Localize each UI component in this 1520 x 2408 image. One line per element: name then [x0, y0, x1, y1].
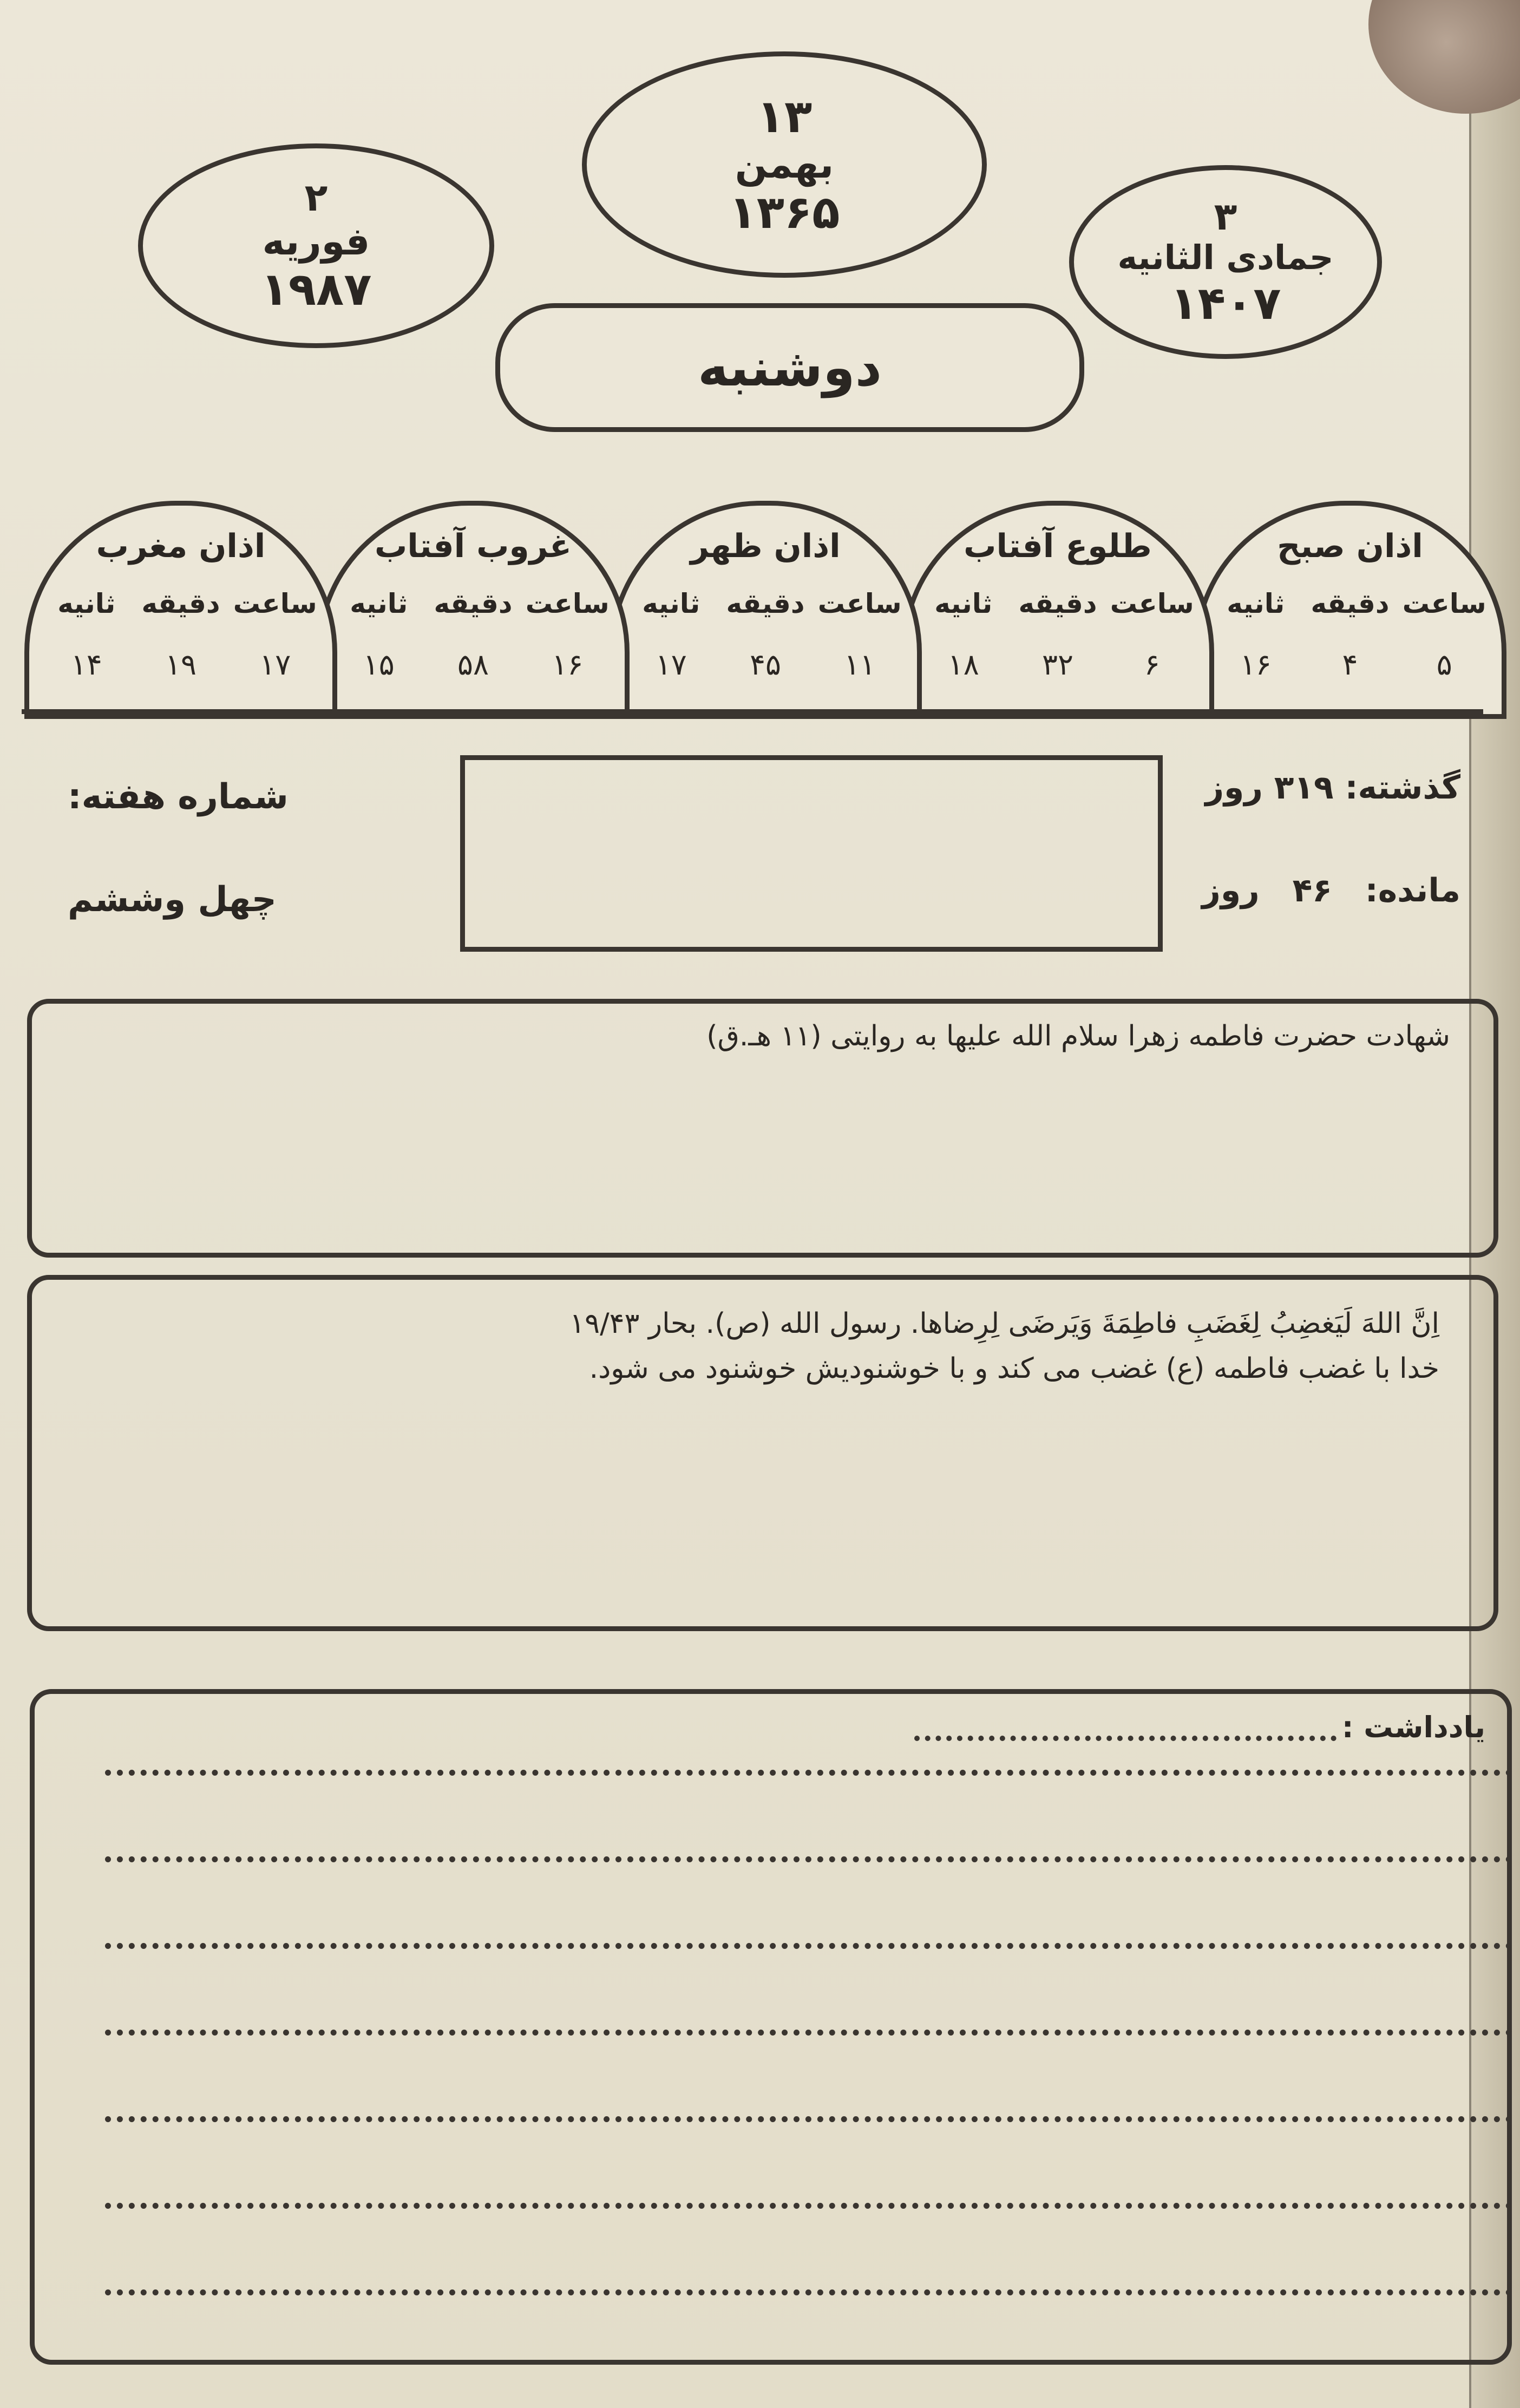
note-line[interactable]	[105, 2203, 1512, 2209]
lunar-month: جمادی الثانیه	[1117, 238, 1334, 278]
days-passed	[1205, 769, 1460, 807]
note-line[interactable]	[105, 1943, 1512, 1949]
event-text: شهادت حضرت فاطمه زهرا سلام الله علیها به روایتی (۱۱ هـ.ق)	[706, 1020, 1450, 1052]
prayer-headers	[917, 588, 1198, 619]
prayer-title: طلوع آفتاب	[964, 527, 1152, 565]
value-second: ۱۷	[655, 647, 687, 682]
lunar-date-oval	[1069, 165, 1382, 359]
prayer-title: اذان مغرب	[96, 527, 266, 565]
value-hour: ۱۷	[259, 647, 291, 682]
header-hour: ساعت	[1110, 588, 1194, 619]
value-hour: ۱۱	[844, 647, 876, 682]
gregorian-year: ۱۹۸۷	[260, 263, 372, 316]
prayer-box-fajr	[1194, 501, 1506, 719]
header-hour: ساعت	[1402, 588, 1486, 619]
prayer-title: اذان صبح	[1277, 527, 1423, 565]
lunar-year: ۱۴۰۷	[1170, 276, 1281, 330]
weekday-label: دوشنبه	[698, 337, 882, 398]
value-minute: ۵۸	[457, 647, 489, 682]
prayer-box-maghrib	[24, 501, 337, 719]
header-minute: دقیقه	[1311, 588, 1390, 619]
notes-label: یادداشت :	[1341, 1710, 1485, 1744]
prayer-box-sunset	[317, 501, 630, 719]
value-hour: ۶	[1144, 647, 1160, 682]
prayer-box-sunrise	[901, 501, 1214, 719]
solar-month: بهمن	[735, 142, 834, 187]
header-second: ثانیه	[642, 588, 700, 619]
value-minute: ۴۵	[749, 647, 781, 682]
header-second: ثانیه	[350, 588, 408, 619]
prayer-values	[40, 647, 322, 682]
days-remaining-unit: روز	[1202, 872, 1260, 909]
week-number-label: شماره هفته:	[68, 777, 289, 817]
header-second: ثانیه	[934, 588, 993, 619]
header-hour: ساعت	[525, 588, 610, 619]
days-passed-label: گذشته:	[1345, 769, 1460, 807]
hadith-arabic: اِنَّ اللهَ لَیَغضِبُ لِغَضَبِ فاطِمَةَ وَیَرضَی لِرِضاها. رسول الله (ص). بحار ۱۹/۴۳	[569, 1307, 1439, 1340]
prayer-values	[917, 647, 1198, 682]
header-minute: دقیقه	[726, 588, 805, 619]
prayer-baseline-rule	[22, 709, 1483, 714]
value-hour: ۱۶	[552, 647, 584, 682]
notes-box	[30, 1689, 1512, 2365]
header-second: ثانیه	[57, 588, 116, 619]
gregorian-day: ۲	[304, 175, 328, 220]
days-passed-value: ۳۱۹	[1274, 769, 1334, 807]
prayer-values	[332, 647, 614, 682]
hadith-box	[27, 1275, 1498, 1631]
notes-label-dots	[914, 1714, 1336, 1741]
note-line[interactable]	[105, 1856, 1512, 1862]
prayer-headers	[40, 588, 322, 619]
prayer-times-row	[22, 501, 1499, 717]
gregorian-month: فوریه	[262, 219, 370, 264]
value-minute: ۱۹	[165, 647, 196, 682]
weekday-pill	[495, 303, 1084, 432]
prayer-title: اذان ظهر	[690, 527, 841, 565]
note-line[interactable]	[105, 2116, 1512, 2122]
value-second: ۱۴	[70, 647, 102, 682]
lunar-day: ۳	[1214, 194, 1237, 239]
hadith-text	[411, 1301, 1439, 1391]
solar-year: ۱۳۶۵	[729, 186, 840, 239]
prayer-box-dhuhr	[609, 501, 922, 719]
days-remaining	[1202, 872, 1460, 909]
value-second: ۱۸	[947, 647, 979, 682]
prayer-title: غروب آفتاب	[375, 527, 572, 565]
value-second: ۱۶	[1240, 647, 1272, 682]
prayer-headers	[625, 588, 906, 619]
prayer-headers	[332, 588, 614, 619]
prayer-values	[625, 647, 906, 682]
value-minute: ۴	[1342, 647, 1358, 682]
header-minute: دقیقه	[141, 588, 220, 619]
header-minute: دقیقه	[434, 588, 513, 619]
days-remaining-value: ۴۶	[1292, 872, 1332, 909]
prayer-values	[1209, 647, 1491, 682]
header-hour: ساعت	[817, 588, 902, 619]
week-number-value: چهل وششم	[68, 880, 277, 920]
hadith-persian: خدا با غضب فاطمه (ع) غضب می کند و با خوشنودیش خوشنود می شود.	[589, 1352, 1439, 1385]
empty-frame	[460, 755, 1163, 952]
days-passed-unit: روز	[1205, 769, 1263, 807]
header-second: ثانیه	[1227, 588, 1285, 619]
header-minute: دقیقه	[1018, 588, 1097, 619]
note-line[interactable]	[105, 2289, 1512, 2295]
event-box	[27, 999, 1498, 1258]
value-second: ۱۵	[363, 647, 395, 682]
note-line[interactable]	[105, 1770, 1512, 1776]
days-remaining-label: مانده:	[1365, 872, 1460, 909]
value-minute: ۳۲	[1041, 647, 1073, 682]
notes-header	[914, 1710, 1485, 1744]
note-line[interactable]	[105, 2030, 1512, 2036]
prayer-headers	[1209, 588, 1491, 619]
header-hour: ساعت	[233, 588, 317, 619]
gregorian-date-oval	[138, 143, 494, 348]
solar-day: ۱۳	[756, 90, 813, 143]
value-hour: ۵	[1436, 647, 1452, 682]
solar-date-oval	[582, 51, 987, 278]
